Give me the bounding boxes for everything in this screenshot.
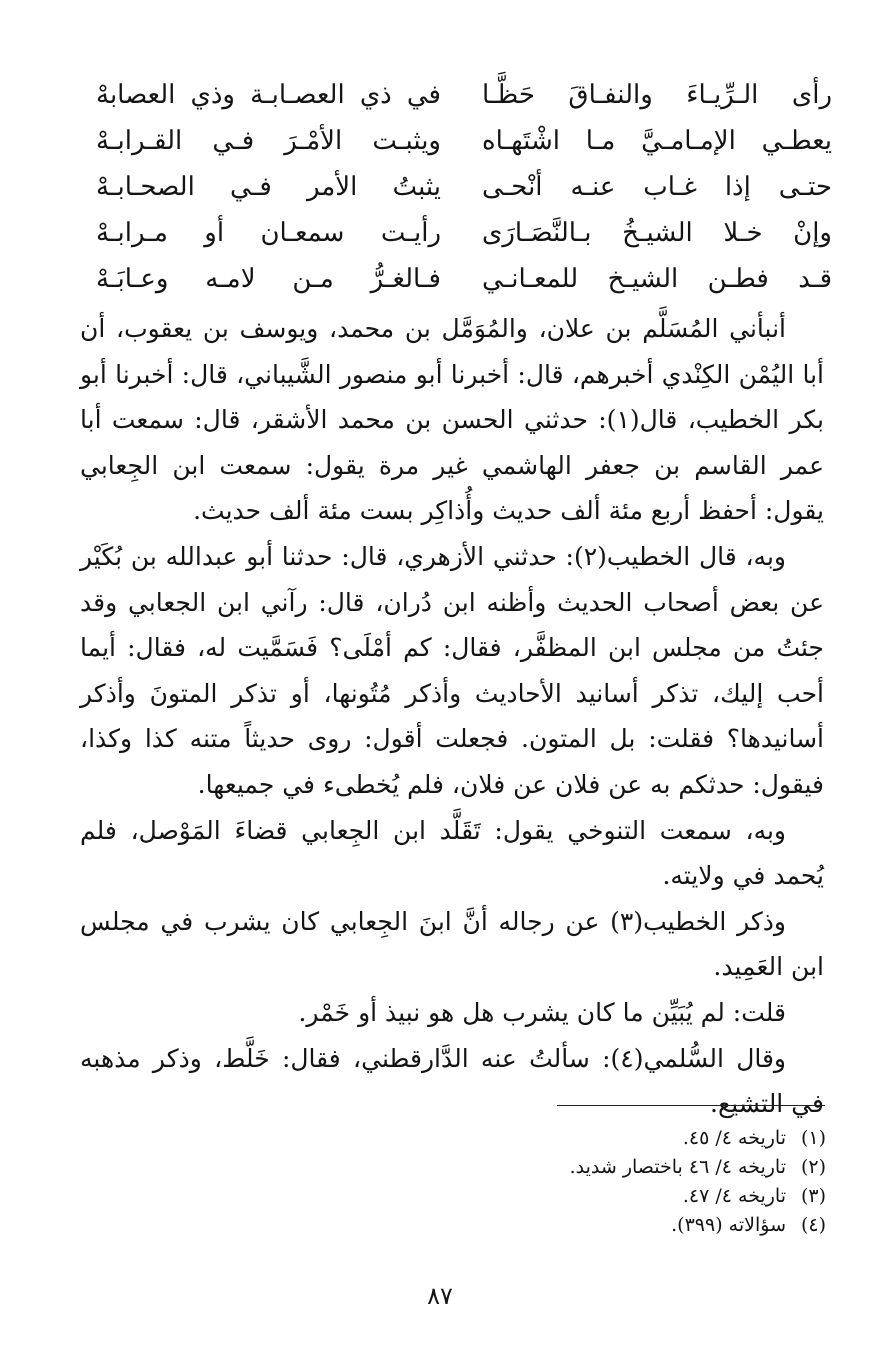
verse-first-hemistich: رأى الـرِّيـاءَ والنفـاقَ حَظَّـا bbox=[482, 80, 832, 110]
footnote bbox=[360, 1124, 826, 1153]
body-text bbox=[80, 306, 824, 1127]
poem-verse bbox=[96, 210, 832, 256]
paragraph: قلت: لم يُبَيِّن ما كان يشرب هل هو نبيذ أو خَمْر. bbox=[298, 997, 786, 1027]
verse-second-hemistich: رأيـت سمعـان أو مـرابـهْ bbox=[96, 218, 441, 248]
footnote-text: تاريخه ٤/ ٤٦ باختصار شديد. bbox=[569, 1156, 786, 1178]
verse-first-hemistich: قـد فطـن الشيـخ للمعـانـي bbox=[482, 264, 832, 294]
footnote-separator bbox=[557, 1105, 825, 1106]
verse-first-hemistich: حتـى إذا غـاب عنـه أنْحـى bbox=[482, 172, 832, 202]
footnote bbox=[360, 1211, 826, 1240]
verse-first-hemistich: وإنْ خـلا الشيـخُ بـالنَّصَـارَى bbox=[482, 218, 832, 248]
paragraph: وبه، سمعت التنوخي يقول: تَقَلَّد ابن الجِعابي قضاءَ المَوْصل، فلم يُحمد في ولايته. bbox=[80, 815, 824, 891]
verse-second-hemistich: يثبتُ الأمر فـي الصحـابـهْ bbox=[96, 172, 441, 202]
paragraph: أنبأني المُسَلَّم بن علان، والمُوَمَّل بن محمد، ويوسف بن يعقوب، أن أبا اليُمْن الكِنْدي أخبرهم، قال: أخبرنا أبو منصور الشَّيباني، قال: أخبرنا أبو بكر الخطيب، قال(١): حدثني الحسن بن محمد الأشقر، قال: سمعت أبا عمر القاسم بن جعفر الهاشمي غير مرة يقول: سمعت ابن الجِعابي يقول: أحفظ أربع مئة ألف حديث وأُذاكِر بست مئة ألف حديث. bbox=[80, 314, 825, 526]
poem-verse bbox=[96, 72, 832, 118]
verse-second-hemistich: فـالغـرُّ مـن لامـه وعـابَـهْ bbox=[96, 264, 441, 294]
poem-verse bbox=[96, 256, 832, 302]
footnote bbox=[360, 1182, 826, 1211]
paragraph: وذكر الخطيب(٣) عن رجاله أنَّ ابنَ الجِعابي كان يشرب في مجلس ابن العَمِيد. bbox=[80, 906, 824, 982]
footnote-number: (٣) bbox=[800, 1185, 826, 1207]
footnote-number: (٤) bbox=[800, 1214, 826, 1236]
page-number: ٨٧ bbox=[427, 1282, 453, 1310]
paragraph: وقال السُّلمي(٤): سألتُ عنه الدَّارقطني، فقال: خَلَّط، وذكر مذهبه في التشيع. bbox=[80, 1043, 824, 1119]
paragraph: وبه، قال الخطيب(٢): حدثني الأزهري، قال: حدثنا أبو عبدالله بن بُكَيْر عن بعض أصحاب الحديث وأظنه ابن دُران، قال: رآني ابن الجعابي وقد جئتُ من مجلس ابن المظفَّر، فقال: كم أمْلَى؟ فَسَمَّيت له، فقال: أيما أحب إليك، تذكر أسانيد الأحاديث وأذكر مُتُونها، أو تذكر المتونَ وأذكر أسانيدها؟ فقلت: بل المتون. فجعلت أقول: روى حديثاً متنه كذا وكذا، فيقول: حدثكم به عن فلان عن فلان، فلم يُخطىء في جميعها. bbox=[80, 541, 824, 799]
footnote-text: تاريخه ٤/ ٤٥. bbox=[682, 1127, 786, 1149]
verse-second-hemistich: في ذي العصـابـة وذي العصابهْ bbox=[96, 80, 441, 110]
footnote bbox=[360, 1153, 826, 1182]
verse-first-hemistich: يعطـي الإمـامـيَّ مـا اشْتَهـاه bbox=[482, 126, 832, 156]
footnote-number: (١) bbox=[800, 1127, 826, 1149]
footnote-text: سؤالاته (٣٩٩). bbox=[671, 1214, 786, 1236]
footnote-number: (٢) bbox=[800, 1156, 826, 1178]
verse-second-hemistich: ويثبـت الأمْـرَ فـي القـرابـهْ bbox=[96, 126, 441, 156]
poem-verses bbox=[96, 72, 832, 302]
poem-verse bbox=[96, 118, 832, 164]
footnote-text: تاريخه ٤/ ٤٧. bbox=[682, 1185, 786, 1207]
footnotes bbox=[360, 1124, 826, 1240]
poem-verse bbox=[96, 164, 832, 210]
